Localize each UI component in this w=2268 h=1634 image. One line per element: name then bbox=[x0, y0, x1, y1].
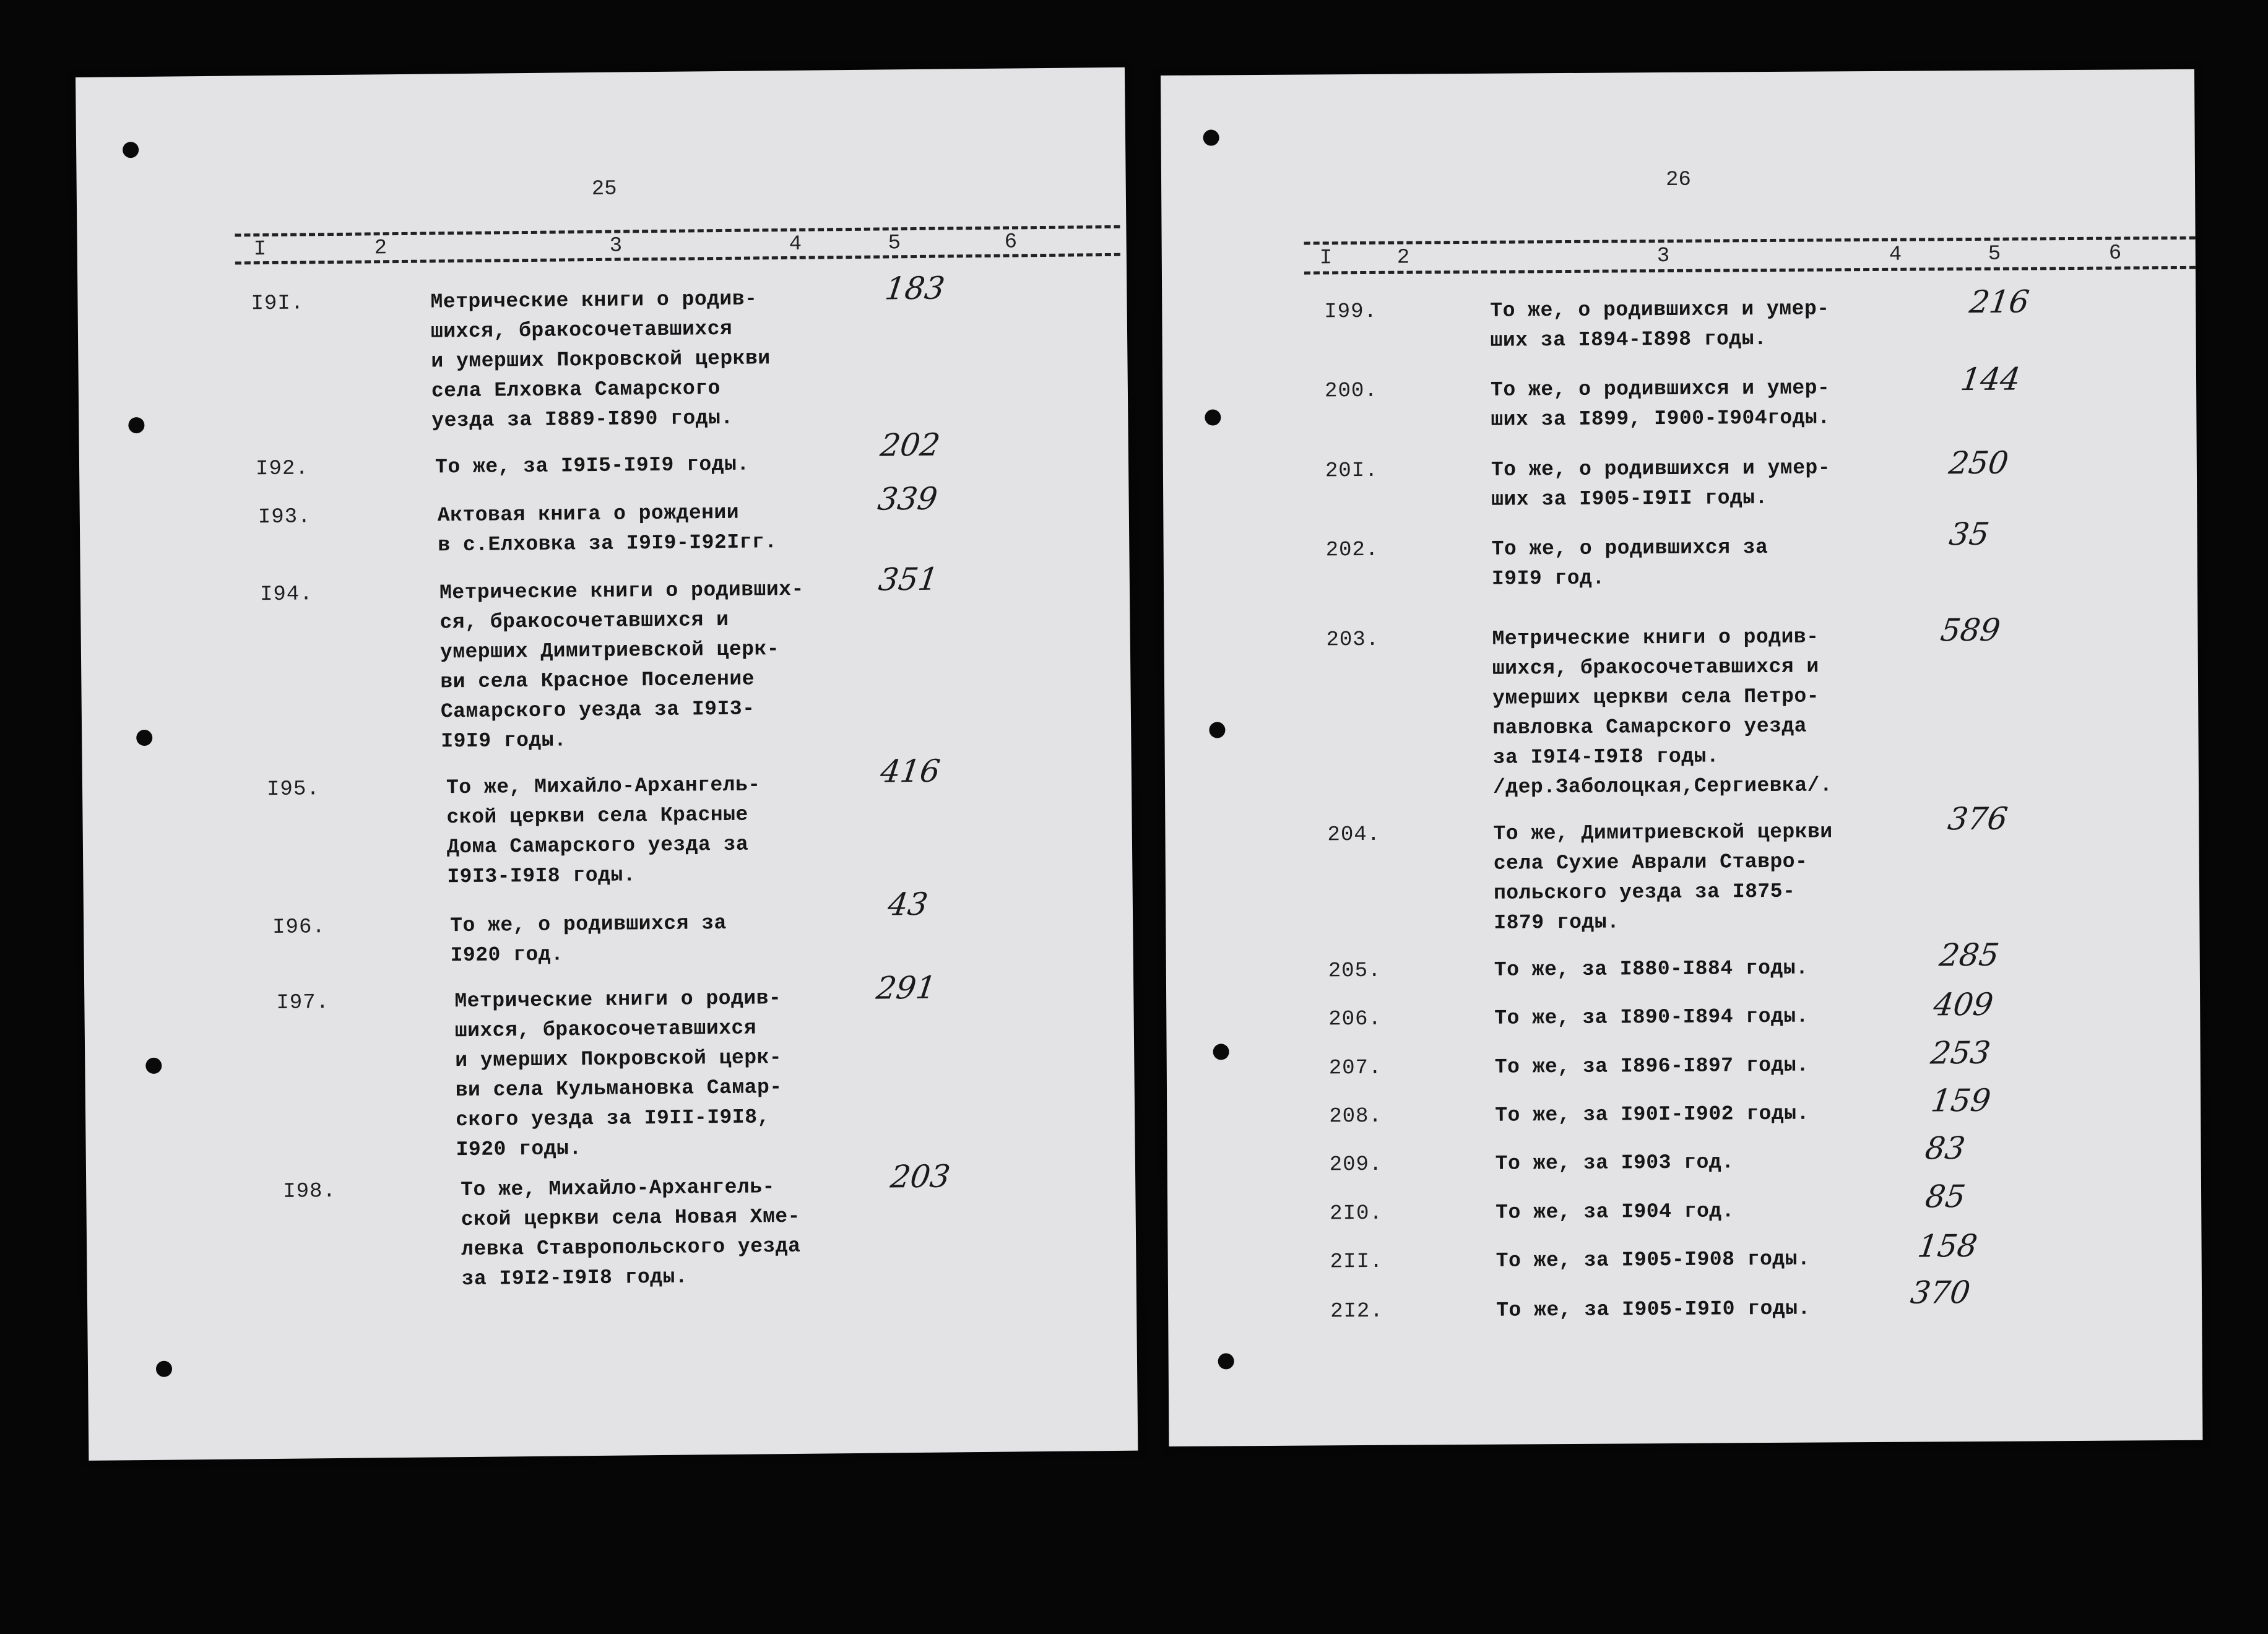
punch-hole bbox=[145, 1058, 162, 1074]
entry-description: То же, за I904 год. bbox=[1495, 1200, 1735, 1224]
column-number: 2 bbox=[1396, 246, 1410, 270]
sheet-count: 253 bbox=[1928, 1034, 1993, 1071]
entry-number: I95. bbox=[266, 777, 320, 802]
sheet-count: 376 bbox=[1946, 800, 2010, 837]
entry-number: I94. bbox=[259, 582, 313, 607]
column-number: 2 bbox=[374, 236, 387, 261]
entry-description: То же, за I880-I884 годы. bbox=[1494, 956, 1809, 982]
entry-description: То же, за I9I5-I9I9 годы. bbox=[435, 452, 750, 479]
entry-number: 204. bbox=[1327, 823, 1381, 847]
column-number: I bbox=[253, 238, 267, 262]
sheet-count: 202 bbox=[878, 426, 942, 464]
punch-hole bbox=[1205, 409, 1221, 425]
entry-number: I93. bbox=[258, 505, 311, 530]
entry-number: I96. bbox=[272, 915, 326, 940]
entry-description: То же, о родившихся и умер- ших за I894-I898 годы. bbox=[1490, 297, 1830, 352]
sheet-count: 183 bbox=[883, 270, 947, 307]
sheet-count: 144 bbox=[1959, 361, 2023, 398]
sheet-count: 291 bbox=[874, 969, 938, 1006]
sheet-count: 159 bbox=[1929, 1082, 1993, 1119]
column-number: 4 bbox=[789, 232, 802, 256]
entry-description: Метрические книги о родивших- ся, бракосочетавшихся и умерших Димитриевской церк- ви села Красное Поселение Самарского уезда за I9I3- I9I9 годы. bbox=[439, 577, 804, 753]
entry-number: I92. bbox=[255, 457, 309, 482]
entry-description: Метрические книги о родив- шихся, бракосочетавшихся и умерших Покровской церк- ви села Кульмановка Самар- ского уезда за I9II-I9I8, I920 годы. bbox=[454, 987, 782, 1162]
entry-number: 2II. bbox=[1330, 1250, 1383, 1274]
sheet-count: 35 bbox=[1947, 516, 1992, 553]
table-rule-bottom bbox=[1304, 266, 2196, 275]
entry-description: То же, о родившихся за I920 год. bbox=[450, 911, 727, 967]
sheet-count: 589 bbox=[1938, 612, 2002, 649]
entry-number: 209. bbox=[1329, 1152, 1383, 1177]
punch-hole bbox=[156, 1361, 172, 1377]
sheet-count: 250 bbox=[1946, 444, 2011, 482]
entry-number: 202. bbox=[1325, 538, 1379, 563]
sheet-count: 409 bbox=[1931, 986, 1996, 1023]
column-number: 6 bbox=[1004, 230, 1018, 254]
punch-hole bbox=[128, 417, 144, 433]
entry-description: То же, Михайло-Архангель- ской церкви села Красные Дома Самарского уезда за I9I3-I9I8 годы. bbox=[446, 773, 761, 889]
sheet-count: 370 bbox=[1908, 1274, 1973, 1311]
entry-number: 20I. bbox=[1325, 459, 1379, 483]
column-number: 5 bbox=[888, 231, 901, 256]
entry-number: 206. bbox=[1328, 1007, 1382, 1032]
punch-hole bbox=[123, 142, 139, 158]
sheet-count: 203 bbox=[888, 1158, 953, 1195]
punch-hole bbox=[1203, 129, 1219, 145]
sheet-count: 158 bbox=[1915, 1227, 1980, 1264]
entry-number: 2I0. bbox=[1330, 1201, 1383, 1226]
entry-number: 203. bbox=[1326, 628, 1380, 652]
page-number: 25 bbox=[591, 177, 617, 202]
archive-page-left bbox=[76, 67, 1138, 1461]
entry-number: 200. bbox=[1325, 379, 1378, 404]
entry-description: Метрические книги о родив- шихся, бракосочетавшихся и умерших Покровской церкви села Елховка Самарского уезда за I889-I890 годы. bbox=[430, 287, 771, 433]
entry-description: То же, за I905-I9I0 годы. bbox=[1496, 1297, 1811, 1322]
sheet-count: 339 bbox=[875, 480, 940, 517]
entry-description: Метрические книги о родив- шихся, бракосочетавшихся и умерших церкви села Петро- павловка Самарского уезда за I9I4-I9I8 годы. /дер.Заболоцкая,Сергиевка/. bbox=[1492, 625, 1833, 799]
page-number: 26 bbox=[1665, 168, 1691, 192]
entry-number: 207. bbox=[1328, 1056, 1382, 1081]
entry-description: То же, за I90I-I902 годы. bbox=[1495, 1102, 1809, 1127]
sheet-count: 43 bbox=[886, 886, 930, 923]
entry-description: То же, Михайло-Архангель- ской церкви села Новая Хме- левка Ставропольского уезда за I9I2-I9I8 годы. bbox=[461, 1175, 801, 1291]
column-number: 3 bbox=[1656, 244, 1670, 269]
entry-number: 2I2. bbox=[1330, 1299, 1383, 1324]
punch-hole bbox=[1209, 722, 1225, 738]
entry-description: То же, о родившихся и умер- ших за I899, I900-I904годы. bbox=[1491, 376, 1830, 431]
table-rule-top bbox=[1304, 236, 2196, 245]
entry-number: 208. bbox=[1329, 1104, 1383, 1129]
entry-number: I98. bbox=[283, 1180, 337, 1204]
entry-description: То же, о родившихся за I9I9 год. bbox=[1491, 536, 1768, 590]
entry-number: I99. bbox=[1324, 300, 1378, 324]
table-rule-bottom bbox=[235, 253, 1120, 265]
sheet-count: 83 bbox=[1923, 1130, 1968, 1167]
entry-number: I9I. bbox=[251, 292, 305, 316]
punch-hole bbox=[1213, 1044, 1229, 1060]
column-number: 3 bbox=[609, 234, 623, 258]
entry-description: Актовая книга о рождении в с.Елховка за I9I9-I92Iгг. bbox=[437, 501, 777, 557]
entry-number: 205. bbox=[1328, 959, 1382, 983]
entry-description: То же, о родившихся и умер- ших за I905-I9II годы. bbox=[1491, 456, 1831, 511]
punch-hole bbox=[136, 730, 152, 746]
sheet-count: 285 bbox=[1937, 936, 2002, 974]
sheet-count: 416 bbox=[878, 753, 943, 790]
sheet-count: 351 bbox=[876, 561, 941, 598]
sheet-count: 216 bbox=[1967, 283, 2032, 321]
column-number: I bbox=[1319, 246, 1333, 270]
entry-description: То же, за I896-I897 годы. bbox=[1494, 1053, 1809, 1079]
column-number: 6 bbox=[2108, 241, 2122, 266]
punch-hole bbox=[1218, 1353, 1234, 1369]
entry-number: I97. bbox=[276, 991, 330, 1015]
column-number: 4 bbox=[1889, 243, 1902, 267]
table-rule-top bbox=[235, 225, 1120, 237]
entry-description: То же, за I905-I908 годы. bbox=[1495, 1247, 1811, 1273]
entry-description: То же, за I903 год. bbox=[1495, 1151, 1734, 1175]
entry-description: То же, за I890-I894 годы. bbox=[1494, 1005, 1809, 1030]
archive-page-right bbox=[1161, 69, 2202, 1446]
entry-description: То же, Димитриевской церкви села Сухие Аврали Ставро- польского уезда за I875- I879 годы. bbox=[1493, 820, 1833, 935]
column-number: 5 bbox=[1988, 242, 2001, 266]
sheet-count: 85 bbox=[1923, 1178, 1968, 1215]
